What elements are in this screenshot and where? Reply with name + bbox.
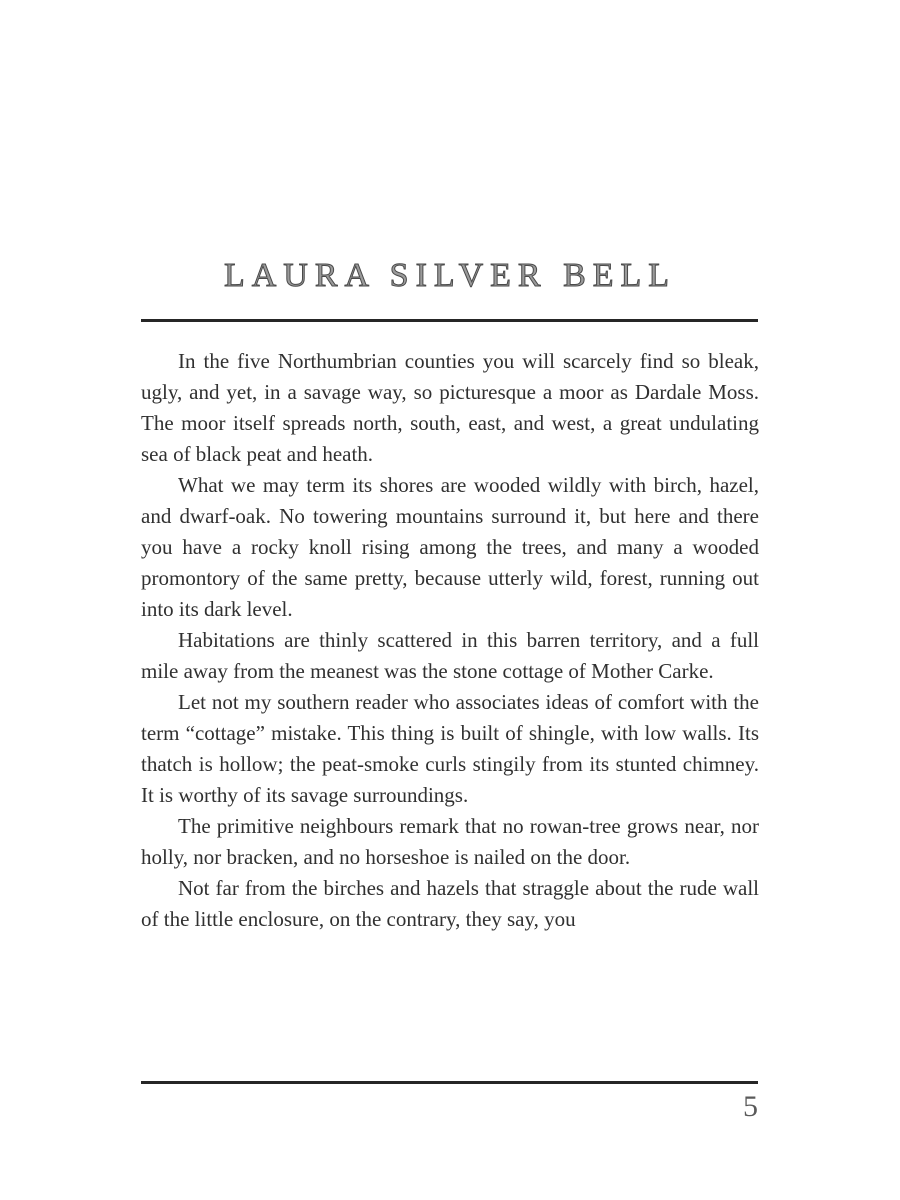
footer-divider-rule [141,1081,758,1084]
page-number: 5 [743,1090,758,1123]
paragraph: In the five Northumbrian counties you will scarcely find so bleak, ugly, and yet, in a savage way, so picturesque a moor as Dardale Moss. The moor itself spreads north, south, east, and west, a great undulating sea of black peat and heath. [141,349,759,466]
chapter-title: LAURA SILVER BELL [223,257,677,294]
paragraph: The primitive neighbours remark that no rowan-tree grows near, nor holly, nor bracken, and no horseshoe is nailed on the door. [141,814,759,869]
paragraph: Let not my southern reader who associates ideas of comfort with the term “cottage” mistake. This thing is built of shingle, with low walls. Its thatch is hollow; the peat-smoke curls stingily from its stunted chimney. It is worthy of its savage surroundings. [141,690,759,807]
paragraph: What we may term its shores are wooded wildly with birch, hazel, and dwarf-oak. No towering mountains surround it, but here and there you have a rocky knoll rising among the trees, and many a wooded promontory of the same pretty, because utterly wild, forest, running out into its dark level. [141,473,759,621]
title-divider-rule [141,319,758,322]
paragraph: Habitations are thinly scattered in this barren territory, and a full mile away from the meanest was the stone cottage of Mother Carke. [141,628,759,683]
paragraph: Not far from the birches and hazels that straggle about the rude wall of the little enclosure, on the contrary, they say, you [141,876,759,931]
body-text-block [141,346,759,935]
